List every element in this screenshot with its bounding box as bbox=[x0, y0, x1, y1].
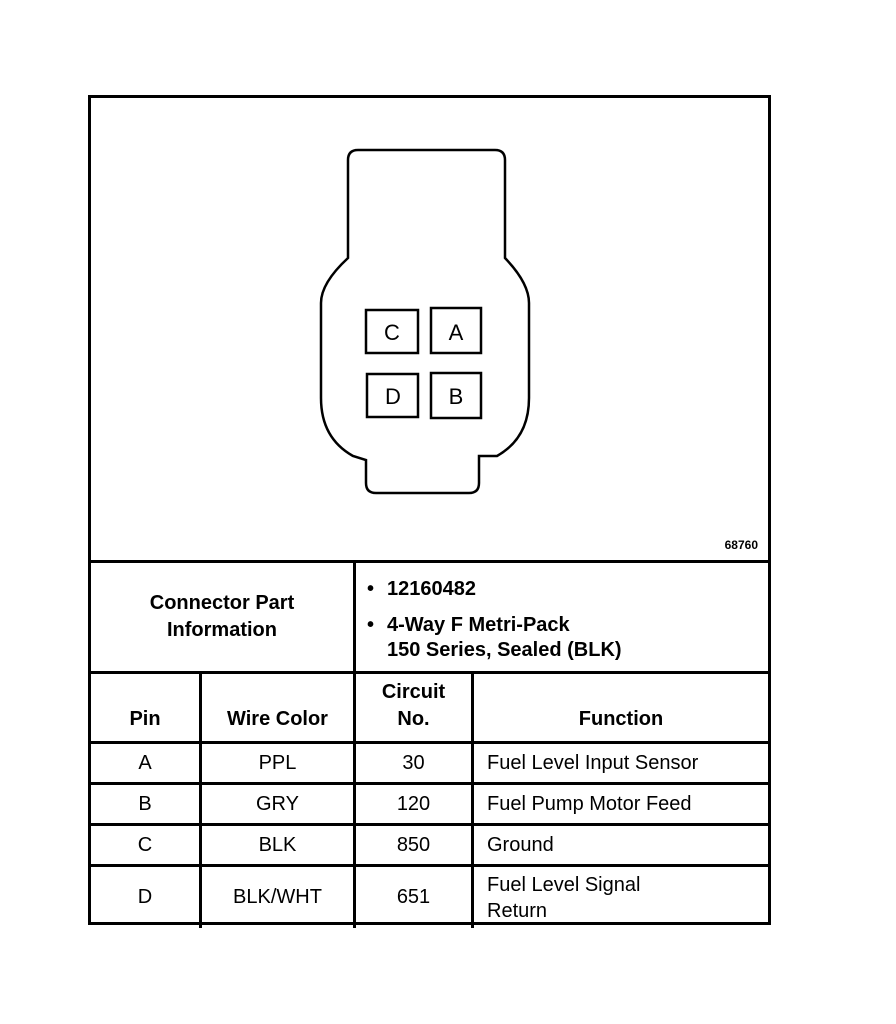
wire-color-cell: BLK/WHT bbox=[202, 867, 356, 928]
part-info-label bbox=[91, 563, 356, 671]
bullet-icon: • bbox=[367, 614, 375, 636]
table-header-row bbox=[91, 674, 768, 744]
part-info-label-line2: Information bbox=[167, 619, 277, 641]
header-circuit bbox=[356, 674, 474, 741]
table-row bbox=[91, 867, 768, 928]
wire-color-cell: GRY bbox=[202, 785, 356, 823]
header-pin: Pin bbox=[91, 674, 202, 741]
header-wire-color: Wire Color bbox=[202, 674, 356, 741]
wire-color-cell: BLK bbox=[202, 826, 356, 864]
function-cell bbox=[474, 867, 768, 928]
table-row bbox=[91, 785, 768, 826]
header-circuit-line1: Circuit bbox=[381, 681, 446, 703]
function-cell bbox=[474, 826, 768, 864]
function-line1: Ground bbox=[487, 834, 554, 856]
connector-diagram bbox=[91, 98, 768, 563]
circuit-cell: 30 bbox=[356, 744, 474, 782]
function-line2: Return bbox=[487, 899, 548, 922]
table-row bbox=[91, 744, 768, 785]
pin-cell: A bbox=[91, 744, 202, 782]
circuit-cell: 120 bbox=[356, 785, 474, 823]
pin-label-a: A bbox=[448, 320, 464, 345]
connector-info-frame bbox=[88, 95, 771, 925]
connector-body-outline bbox=[321, 150, 529, 493]
bullet-icon: • bbox=[367, 578, 375, 600]
pin-label-d: D bbox=[385, 384, 401, 409]
connector-face-drawing bbox=[91, 98, 768, 560]
circuit-cell: 651 bbox=[356, 867, 474, 928]
function-line1: Fuel Level Signal bbox=[487, 873, 641, 896]
part-description-line1: 4-Way F Metri-Pack bbox=[387, 614, 570, 636]
connector-part-info bbox=[91, 563, 768, 674]
pin-label-b: B bbox=[448, 384, 464, 409]
part-description-line2: 150 Series, Sealed (BLK) bbox=[387, 639, 622, 661]
table-row bbox=[91, 826, 768, 867]
function-cell bbox=[474, 744, 768, 782]
part-number-item bbox=[363, 577, 763, 602]
function-line1: Fuel Pump Motor Feed bbox=[487, 793, 692, 815]
part-number: 12160482 bbox=[387, 578, 476, 600]
function-cell bbox=[474, 785, 768, 823]
function-line1: Fuel Level Input Sensor bbox=[487, 752, 699, 774]
part-description-item bbox=[363, 613, 763, 663]
circuit-cell: 850 bbox=[356, 826, 474, 864]
pin-cell: B bbox=[91, 785, 202, 823]
figure-id: 68760 bbox=[724, 538, 758, 552]
pin-cell: C bbox=[91, 826, 202, 864]
pin-label-c: C bbox=[384, 320, 400, 345]
header-circuit-line2: No. bbox=[397, 708, 430, 730]
part-info-label-line1: Connector Part bbox=[149, 592, 295, 614]
wire-color-cell: PPL bbox=[202, 744, 356, 782]
pin-cell: D bbox=[91, 867, 202, 928]
header-function: Function bbox=[578, 708, 664, 730]
part-info-details bbox=[363, 577, 763, 663]
